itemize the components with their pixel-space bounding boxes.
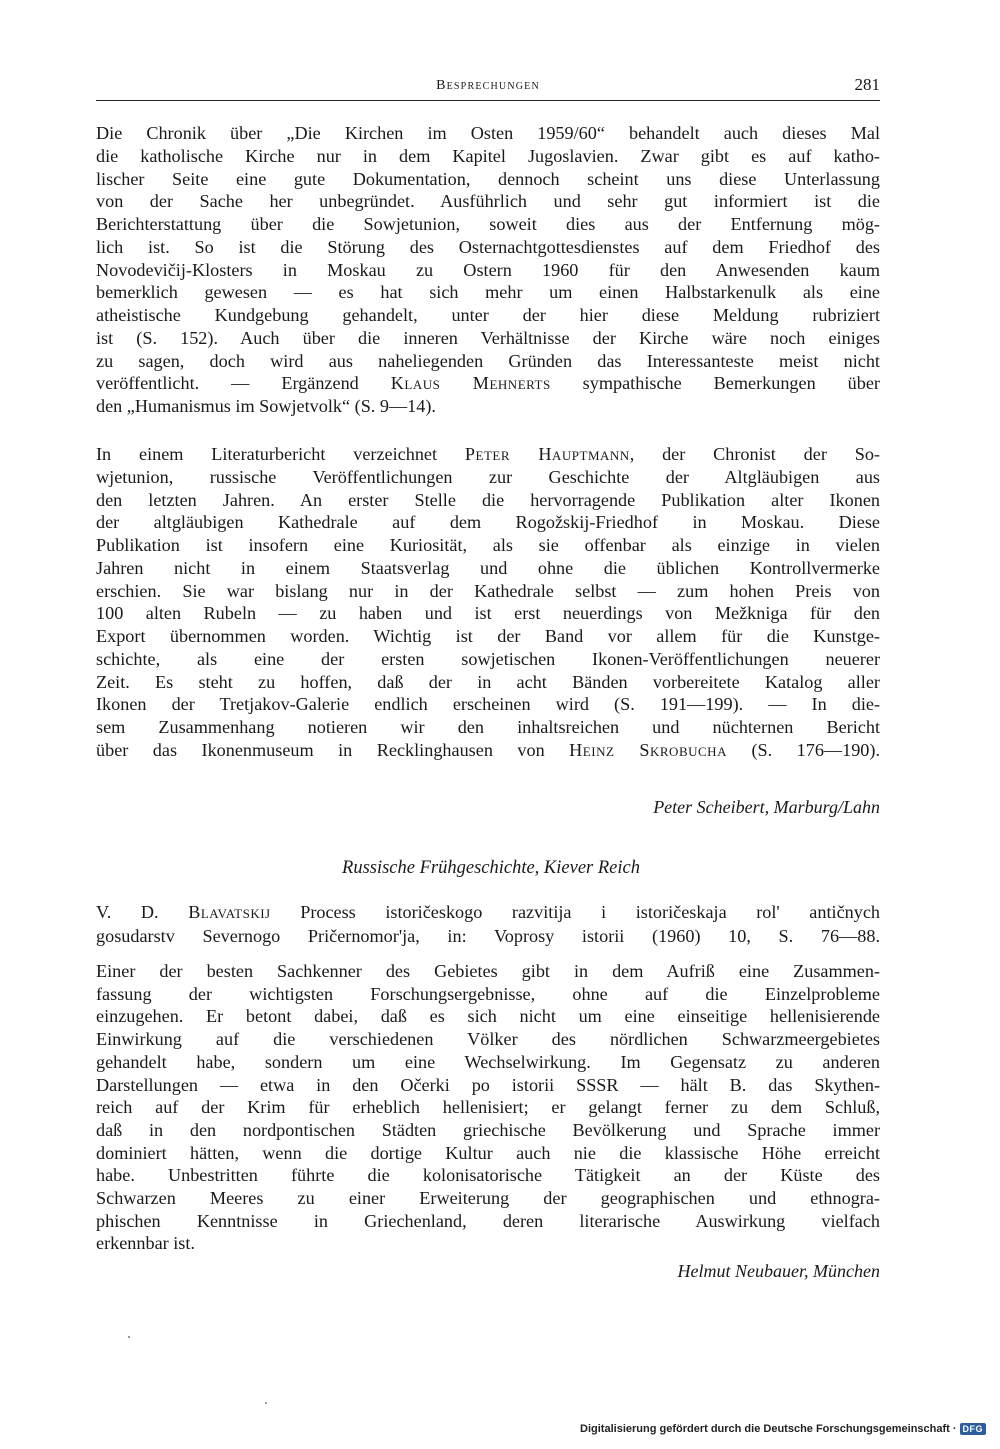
- text-line: Schwarzen Meeres zu einer Erweiterung der geographischen und ethnogra-: [96, 1188, 880, 1209]
- author-name: Peter Hauptmann: [464, 444, 630, 464]
- author-name: Heinz Skrobucha: [569, 739, 727, 760]
- text-line: [96, 739, 880, 762]
- text-line: Novodevičij-Klosters in Moskau zu Ostern 1960 für den Anwesenden kaum: [96, 259, 880, 280]
- text-line: lich ist. So ist die Störung des Osternachtgottesdienstes auf dem Friedhof des: [96, 236, 880, 257]
- author-name: Blavatskij: [188, 902, 271, 922]
- text-line: daß in den nordpontischen Städten griechische Bevölkerung und Sprache immer: [96, 1119, 880, 1140]
- text-fragment: veröffentlicht. — Ergänzend: [96, 373, 391, 394]
- section-title: Russische Frühgeschichte, Kiever Reich: [342, 858, 640, 878]
- text-line: Darstellungen — etwa in den Očerki po istorii SSSR — hält B. das Skythen-: [96, 1074, 880, 1095]
- text-line: wjetunion, russische Veröffentlichungen zur Geschichte der Altgläubigen aus: [96, 466, 880, 487]
- text-line: der altgläubigen Kathedrale auf dem Rogožskij-Friedhof in Moskau. Diese: [96, 512, 880, 533]
- text-fragment: über das Ikonenmuseum in Recklinghausen von: [96, 739, 570, 760]
- text-line: fassung der wichtigsten Forschungsergebnisse, ohne auf die Einzelprobleme: [96, 983, 880, 1004]
- author-name: Klaus Mehnerts: [390, 373, 551, 394]
- text-line: [96, 443, 880, 466]
- text-line: bemerklich gewesen — es hat sich mehr um einen Halbstarkenulk als eine: [96, 282, 880, 303]
- text-line: phischen Kenntnisse in Griechenland, deren literarische Auswirkung vielfach: [96, 1210, 880, 1231]
- text-line: ist (S. 152). Auch über die inneren Verhältnisse der Kirche wäre noch einiges: [96, 327, 880, 348]
- text-line: gosudarstv Severnogo Pričernomor'ja, in: Voprosy istorii (1960) 10, S. 76—88.: [96, 925, 880, 946]
- text-line: [96, 372, 880, 395]
- text-fragment: , der Chronist der So-: [629, 444, 880, 464]
- footer-separator: ·: [952, 1423, 957, 1435]
- text-line: atheistische Kundgebung gehandelt, unter der hier diese Meldung rubriziert: [96, 305, 880, 325]
- bibliographic-citation: [96, 901, 880, 948]
- running-head: Besprechungen: [436, 78, 540, 93]
- text-line: gehandelt habe, sondern um eine Wechselwirkung. Im Gegensatz zu anderen: [96, 1051, 880, 1072]
- text-fragment: (S. 176—190).: [726, 739, 880, 760]
- text-line: Berichterstattung über die Sowjetunion, soweit dies aus der Entfernung mög-: [96, 214, 880, 234]
- text-line: den „Humanismus im Sowjetvolk“ (S. 9—14).: [96, 396, 436, 416]
- text-line: lischer Seite eine gute Dokumentation, dennoch scheint uns diese Unterlassung: [96, 168, 880, 189]
- reviewer-signature: Helmut Neubauer, München: [677, 1261, 880, 1281]
- text-line: Export übernommen worden. Wichtig ist der Band vor allem für die Kunstge-: [96, 626, 880, 646]
- scan-speck: [128, 1336, 130, 1338]
- text-line: Jahren nicht in einem Staatsverlag und ohne die üblichen Kontrollvermerke: [96, 557, 880, 578]
- review-paragraph-2: [96, 443, 880, 762]
- review-paragraph-3: [96, 960, 880, 1255]
- text-fragment: sympathische Bemerkungen über: [550, 373, 880, 394]
- text-line: Die Chronik über „Die Kirchen im Osten 1959/60“ behandelt auch dieses Mal: [96, 123, 880, 143]
- dfg-logo-icon: DFG: [960, 1423, 987, 1435]
- scan-speck: [265, 1402, 267, 1404]
- text-line: 100 alten Rubeln — zu haben und ist erst neuerdings von Mežkniga für den: [96, 603, 880, 624]
- text-line: von der Sache her unbegründet. Ausführlich und sehr gut informiert ist die: [96, 191, 880, 212]
- text-line: zu sagen, doch wird aus naheliegenden Gründen das Interessanteste meist nicht: [96, 350, 880, 371]
- text-line: einzugehen. Er betont dabei, daß es sich nicht um eine einseitige hellenisierende: [96, 1006, 880, 1027]
- text-line: Einer der besten Sachkenner des Gebietes gibt in dem Aufriß eine Zusammen-: [96, 961, 880, 981]
- reviewer-signature: Peter Scheibert, Marburg/Lahn: [653, 797, 880, 817]
- text-line: schichte, als eine der ersten sowjetischen Ikonen-Veröffentlichungen neuerer: [96, 648, 880, 669]
- text-line: dominiert hätten, wenn die dortige Kultur auch nie die klassische Höhe erreicht: [96, 1142, 880, 1163]
- review-paragraph-1: [96, 122, 880, 418]
- digitization-footer: [580, 1423, 986, 1435]
- text-line: erkennbar ist.: [96, 1233, 195, 1254]
- text-line: die katholische Kirche nur in dem Kapitel Jugoslavien. Zwar gibt es auf katho-: [96, 145, 880, 166]
- footer-text: Digitalisierung gefördert durch die Deutsche Forschungsgemeinschaft: [580, 1423, 950, 1435]
- text-line: sem Zusammenhang notieren wir den inhaltsreichen und nüchternen Bericht: [96, 717, 880, 737]
- text-fragment: In einem Literaturbericht verzeichnet: [96, 444, 465, 464]
- text-line: habe. Unbestritten führte die kolonisatorische Tätigkeit an der Küste des: [96, 1165, 880, 1186]
- text-line: [96, 901, 880, 925]
- author-initials: V. D.: [96, 902, 189, 922]
- text-line: erschien. Sie war bislang nur in der Kathedrale selbst — zum hohen Preis von: [96, 580, 880, 601]
- text-line: Einwirkung auf die verschiedenen Völker des nördlichen Schwarzmeergebietes: [96, 1029, 880, 1050]
- text-line: Publikation ist insofern eine Kuriosität, als sie offenbar als einzige in vielen: [96, 535, 880, 555]
- text-line: den letzten Jahren. An erster Stelle die hervorragende Publikation alter Ikonen: [96, 489, 880, 510]
- page-number: 281: [854, 75, 880, 94]
- page-header: [96, 76, 880, 101]
- text-line: Zeit. Es steht zu hoffen, daß der in acht Bänden vorbereitete Katalog aller: [96, 671, 880, 692]
- text-line: Ikonen der Tretjakov-Galerie endlich erscheinen wird (S. 191—199). — In die-: [96, 694, 880, 715]
- text-line: reich auf der Krim für erheblich hellenisiert; er gelangt ferner zu dem Schluß,: [96, 1097, 880, 1118]
- text-fragment: Process istoričeskogo razvitija i istoričeskaja rol' antičnych: [270, 902, 880, 922]
